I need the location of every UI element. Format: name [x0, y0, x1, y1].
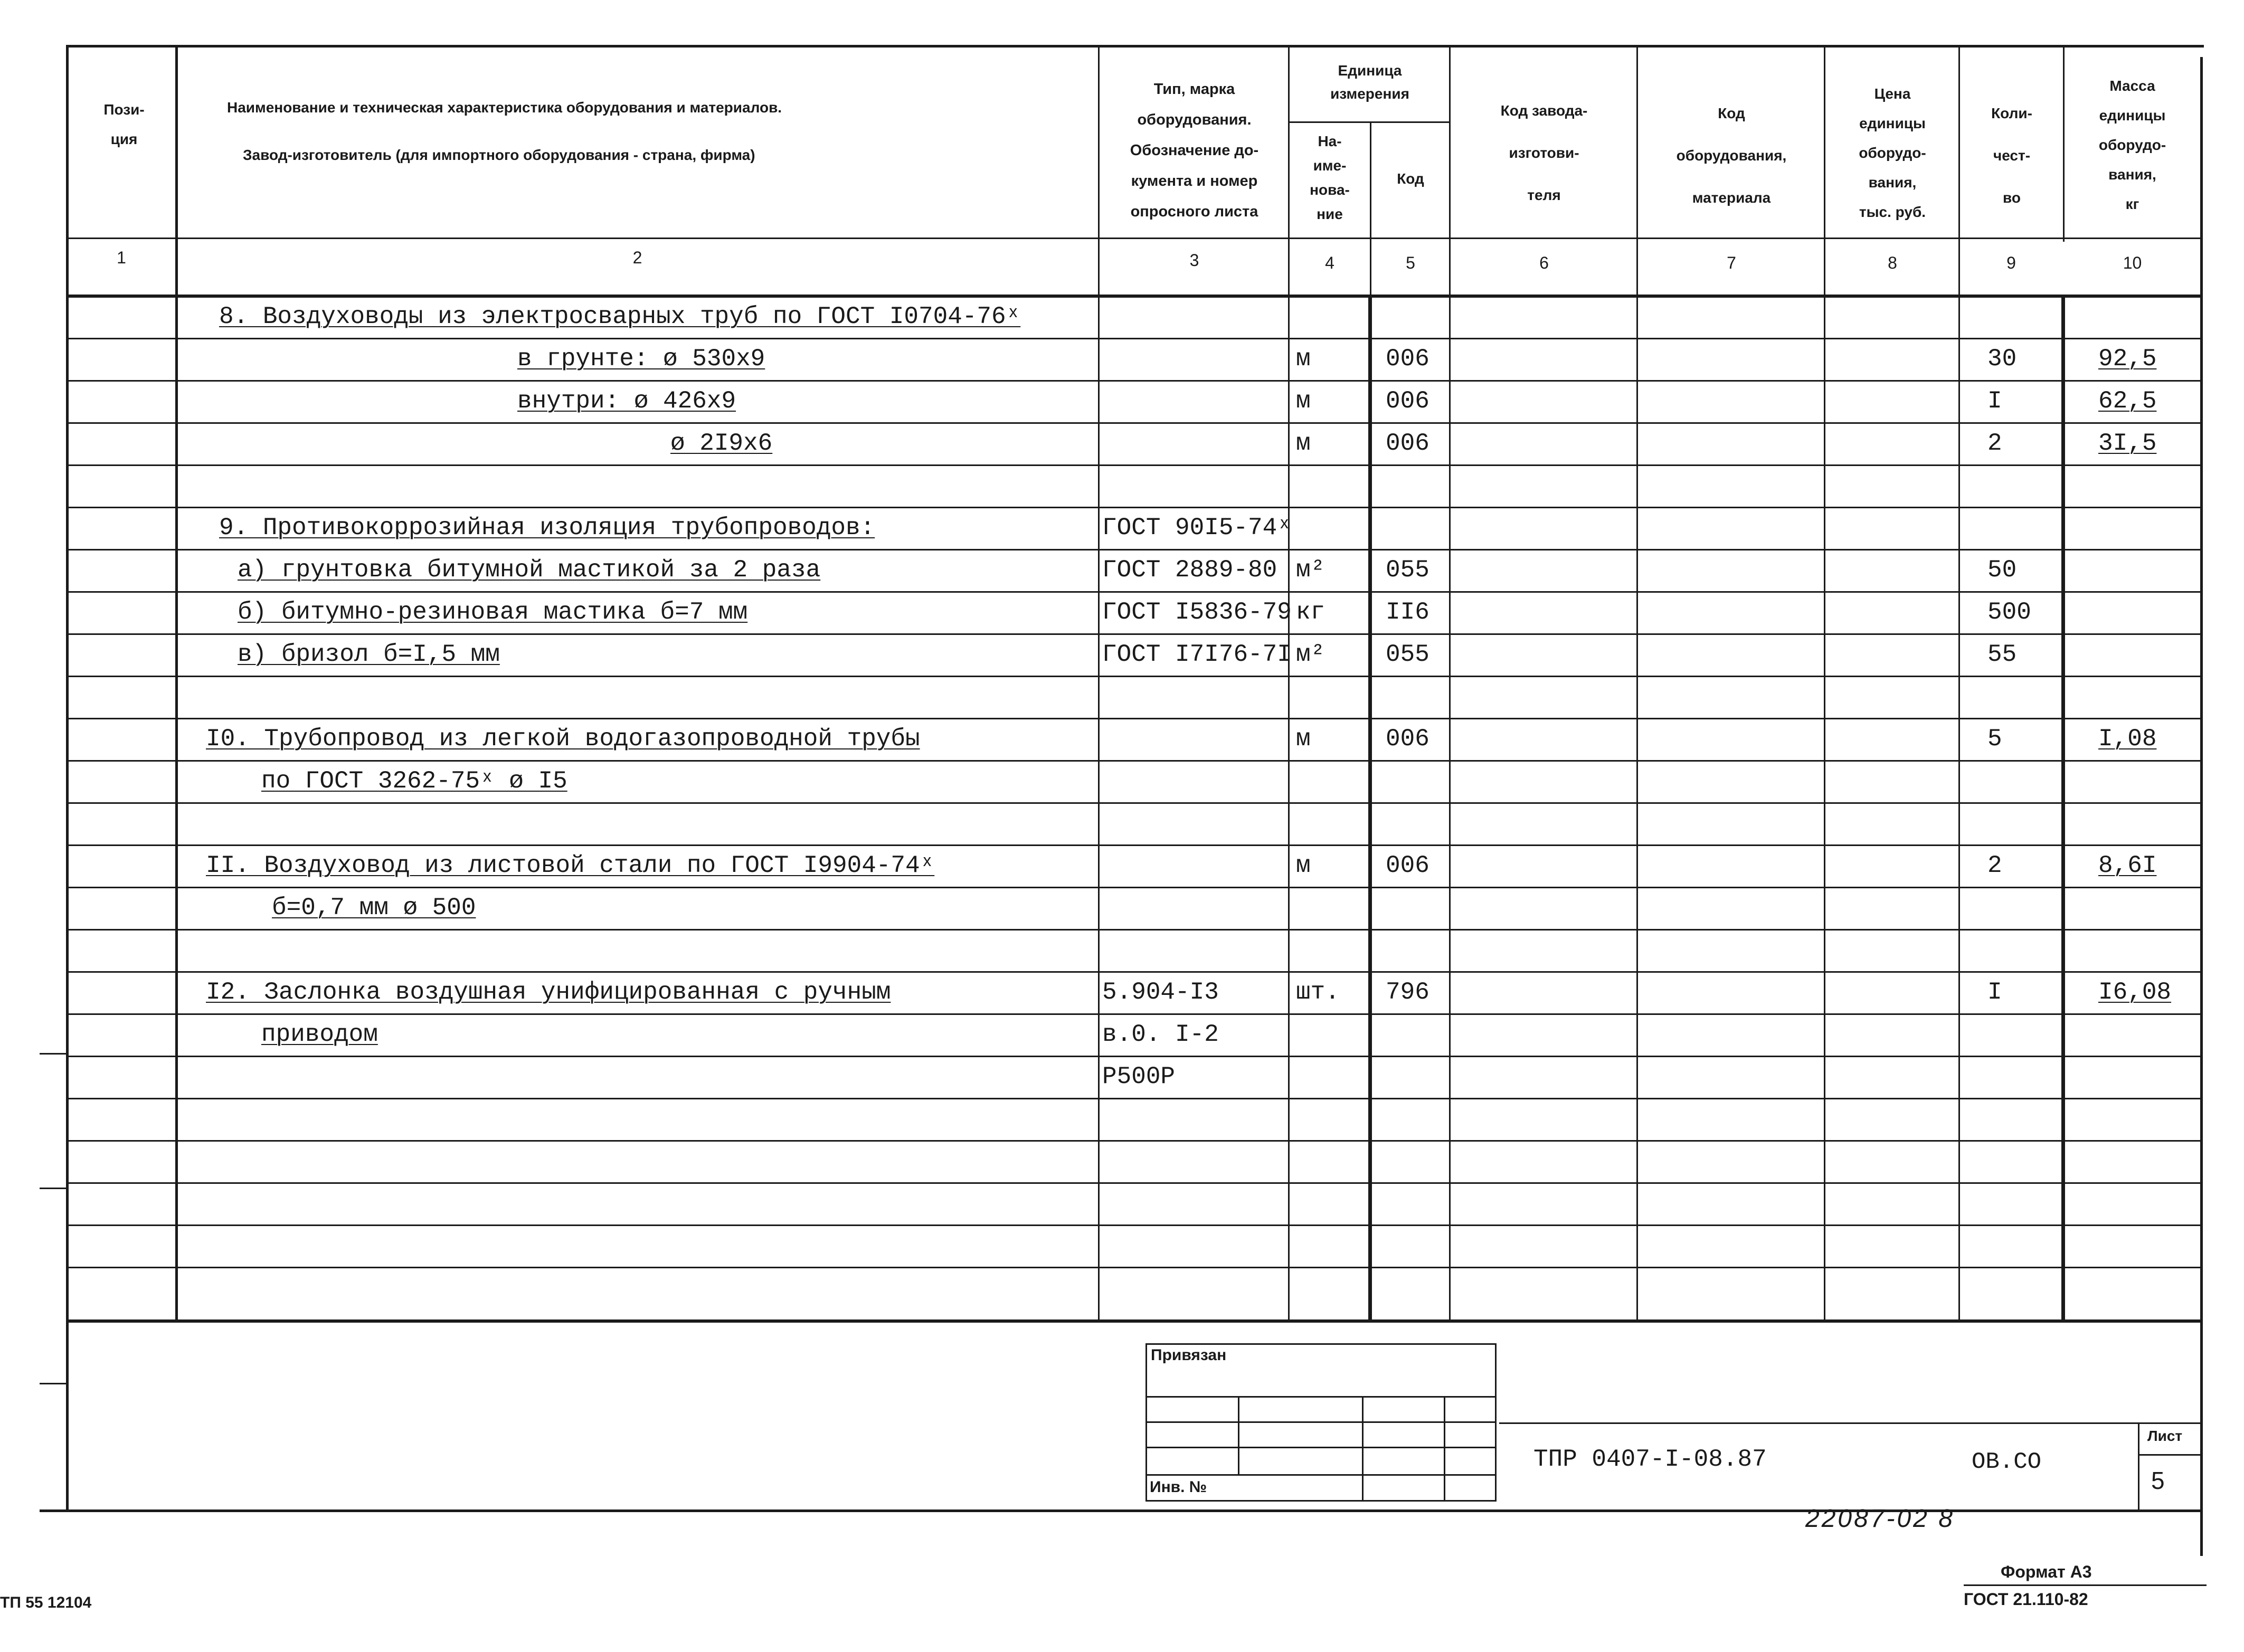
header-unit-code: Код — [1397, 170, 1424, 187]
stamp-block — [1145, 1343, 1499, 1502]
col-sep-8 — [1958, 46, 1960, 1322]
row-document: ГОСТ I5836-79 — [1102, 599, 1292, 626]
row-description: I2. Заслонка воздушная унифицированная с ручным — [206, 979, 891, 1006]
header-bottom-line — [66, 238, 2201, 239]
row-unit-name: м — [1296, 725, 1311, 753]
row-document: 5.904-I3 — [1102, 979, 1219, 1006]
row-unit-code: 796 — [1386, 979, 1429, 1006]
row-line — [66, 633, 2201, 635]
row-line — [66, 422, 2201, 424]
col-num-9: 9 — [2006, 253, 2016, 272]
row-description: по ГОСТ 3262-75ˣ ø I5 — [261, 767, 567, 795]
col-num-6: 6 — [1539, 253, 1549, 272]
row-unit-name: м — [1296, 345, 1311, 373]
row-quantity: 30 — [1987, 345, 2017, 373]
row-mass: 62,5 — [2098, 387, 2157, 415]
row-unit-name: м — [1296, 430, 1311, 457]
row-description: в грунте: ø 530х9 — [517, 345, 765, 373]
row-document: в.0. I-2 — [1102, 1021, 1219, 1048]
row-line — [66, 549, 2201, 550]
col-sep-9 — [2063, 46, 2065, 242]
col-sep-3 — [1288, 46, 1290, 1322]
row-line — [66, 929, 2201, 931]
sheet-box-mid — [2138, 1454, 2201, 1456]
table-right-border — [2200, 57, 2203, 1556]
standard-label: ГОСТ 21.110-82 — [1964, 1590, 2088, 1609]
margin-tick — [40, 1053, 66, 1055]
row-unit-code: 006 — [1386, 387, 1429, 415]
row-description: внутри: ø 426х9 — [517, 387, 736, 415]
row-line — [66, 1182, 2201, 1184]
row-unit-name: м — [1296, 387, 1311, 415]
col-sep-4-body — [1368, 295, 1372, 1322]
header-equipment-code: Код оборудования, материала — [1676, 105, 1787, 206]
row-unit-code: II6 — [1386, 599, 1429, 626]
row-line — [66, 1013, 2201, 1015]
stamp-inv-number: Инв. № — [1150, 1478, 1207, 1496]
row-line — [66, 676, 2201, 677]
row-unit-code: 006 — [1386, 725, 1429, 753]
row-line — [66, 887, 2201, 888]
col-sep-1 — [175, 46, 178, 1322]
header-type-doc: Тип, марка оборудования. Обозначение до- кумента и номер опросного листа — [1130, 81, 1259, 220]
header-unit: Единица измерения — [1330, 62, 1409, 102]
row-description: II. Воздуховод из листовой стали по ГОСТ I9904-74ˣ — [206, 852, 935, 879]
row-description: 8. Воздуховоды из электросварных труб по ГОСТ I0704-76ˣ — [219, 303, 1021, 330]
row-unit-code: 055 — [1386, 556, 1429, 584]
row-unit-code: 006 — [1386, 852, 1429, 879]
row-quantity: I — [1987, 387, 2002, 415]
row-line — [66, 718, 2201, 719]
row-unit-name: м² — [1296, 556, 1325, 584]
row-unit-code: 006 — [1386, 430, 1429, 457]
col-sep-9-body — [2061, 295, 2065, 1322]
row-quantity: 2 — [1987, 852, 2002, 879]
row-mass: 3I,5 — [2098, 430, 2157, 457]
header-mass: Масса единицы оборудо- вания, кг — [2098, 78, 2166, 212]
row-mass: I,08 — [2098, 725, 2157, 753]
row-line — [66, 380, 2201, 382]
row-document: Р500Р — [1102, 1063, 1176, 1090]
sheet-box-left — [2138, 1422, 2139, 1509]
row-line — [66, 1140, 2201, 1142]
row-line — [66, 507, 2201, 508]
margin-tick — [40, 1383, 66, 1384]
col-sep-5 — [1449, 46, 1451, 1322]
row-quantity: 500 — [1987, 599, 2031, 626]
row-description: а) грунтовка битумной мастикой за 2 раза — [238, 556, 821, 584]
stamp-privyazan: Привязан — [1151, 1346, 1227, 1364]
row-line — [66, 1056, 2201, 1057]
row-description: I0. Трубопровод из легкой водогазопроводной трубы — [206, 725, 920, 753]
row-unit-code: 006 — [1386, 345, 1429, 373]
header-position: Пози- ция — [103, 101, 145, 147]
col-num-1: 1 — [117, 248, 126, 267]
header-unit-name: На- име- нова- ние — [1310, 133, 1350, 222]
left-code: ТП 55 12104 — [0, 1594, 92, 1611]
section-code: ОВ.СО — [1972, 1449, 2042, 1475]
title-block-top-line — [1499, 1422, 2201, 1424]
col-sep-2 — [1098, 46, 1100, 1322]
footer-line — [1964, 1584, 2207, 1586]
row-mass: 92,5 — [2098, 345, 2157, 373]
row-description: ø 2I9х6 — [670, 430, 773, 457]
col-sep-7 — [1824, 46, 1825, 1322]
row-mass: I6,08 — [2098, 979, 2172, 1006]
row-quantity: 5 — [1987, 725, 2002, 753]
sheet-label: Лист — [2147, 1428, 2183, 1444]
row-document: ГОСТ 2889-80 — [1102, 556, 1277, 584]
row-quantity: 55 — [1987, 641, 2017, 668]
row-quantity: 2 — [1987, 430, 2002, 457]
row-unit-name: м — [1296, 852, 1311, 879]
unit-subheader-line — [1288, 121, 1450, 123]
col-num-10: 10 — [2123, 253, 2142, 272]
row-mass: 8,6I — [2098, 852, 2157, 879]
header-quantity: Коли- чест- во — [1991, 105, 2032, 206]
row-description: в) бризол б=I,5 мм — [238, 641, 500, 668]
document-code: ТПР 0407-I-08.87 — [1533, 1446, 1767, 1473]
row-line — [66, 1098, 2201, 1099]
row-quantity: I — [1987, 979, 2002, 1006]
row-line — [66, 464, 2201, 466]
row-line — [66, 591, 2201, 593]
col-num-3: 3 — [1189, 251, 1199, 270]
col-num-4: 4 — [1325, 253, 1334, 272]
row-unit-code: 055 — [1386, 641, 1429, 668]
row-description: б=0,7 мм ø 500 — [272, 894, 476, 922]
header-name-line2: Завод-изготовитель (для импортного оборудования - страна, фирма) — [243, 147, 755, 163]
col-num-7: 7 — [1727, 253, 1736, 272]
margin-tick — [40, 1188, 66, 1189]
row-description: приводом — [261, 1021, 378, 1048]
row-line — [66, 802, 2201, 804]
row-description: б) битумно-резиновая мастика б=7 мм — [238, 599, 748, 626]
col-num-2: 2 — [632, 248, 642, 267]
row-unit-name: кг — [1296, 599, 1325, 626]
row-line — [66, 1267, 2201, 1268]
row-quantity: 50 — [1987, 556, 2017, 584]
row-line — [66, 971, 2201, 973]
body-bottom-line — [66, 1319, 2201, 1323]
header-price: Цена единицы оборудо- вания, тыс. руб. — [1859, 86, 1926, 220]
col-num-8: 8 — [1888, 253, 1897, 272]
row-document: ГОСТ 90I5-74ˣ — [1102, 514, 1292, 542]
header-factory-code: Код завода- изготови- теля — [1500, 102, 1588, 203]
handwritten-number: 22087-02 8 — [1805, 1505, 1955, 1533]
header-name-line1: Наименование и техническая характеристика оборудования и материалов. — [227, 99, 782, 116]
row-line — [66, 844, 2201, 846]
spec-table — [66, 45, 2204, 1322]
row-unit-name: шт. — [1296, 979, 1340, 1006]
col-sep-6 — [1636, 46, 1638, 1322]
numbers-bottom-line — [66, 295, 2201, 298]
row-line — [66, 760, 2201, 762]
sheet-number: 5 — [2151, 1467, 2165, 1494]
format-label: Формат А3 — [2001, 1562, 2092, 1581]
row-line — [66, 1224, 2201, 1226]
row-document: ГОСТ I7I76-7I — [1102, 641, 1292, 668]
row-line — [66, 338, 2201, 339]
col-num-5: 5 — [1406, 253, 1415, 272]
row-description: 9. Противокоррозийная изоляция трубопроводов: — [219, 514, 875, 542]
row-unit-name: м² — [1296, 641, 1325, 668]
